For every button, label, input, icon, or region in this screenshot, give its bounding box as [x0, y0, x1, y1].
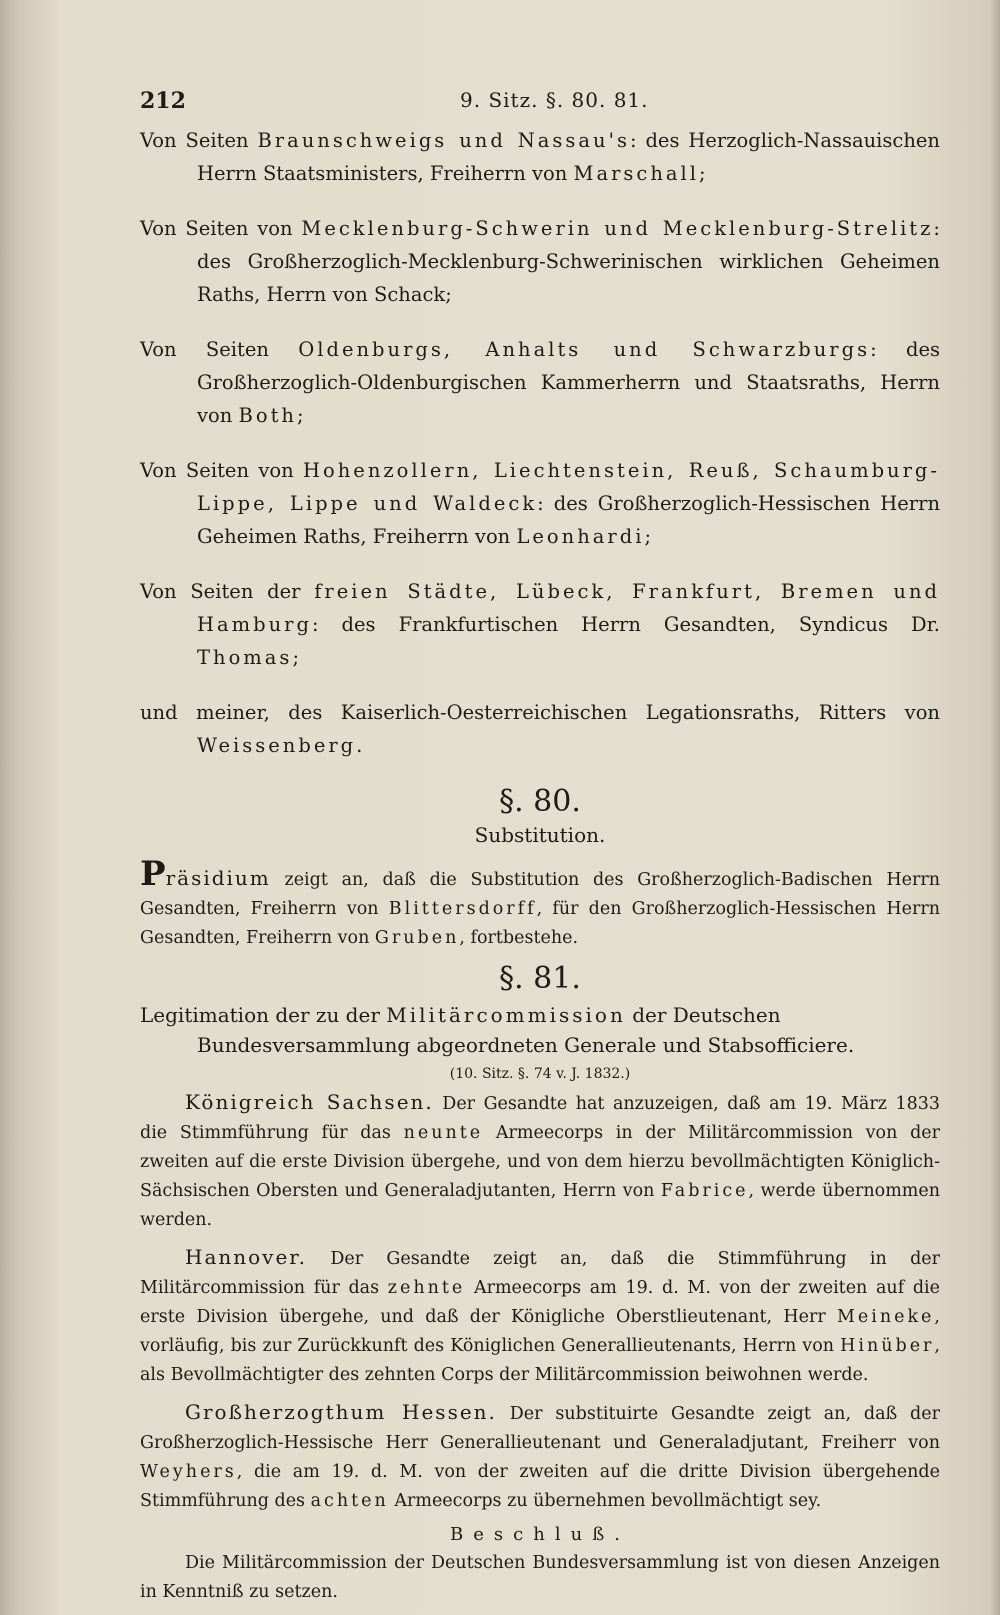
- delegate-entry: [140, 454, 940, 553]
- delegate-entry: [140, 575, 940, 674]
- entry-end: ;: [699, 162, 706, 185]
- entry-states: Mecklenburg-Schwerin und Mecklenburg-Strelitz: [301, 217, 934, 240]
- paragraph-text: , fortbestehe.: [459, 928, 579, 948]
- entry-states: freien Städte, Lübeck, Frankfurt, Bremen und Hamburg: [197, 580, 940, 636]
- entry-name: Both: [238, 404, 297, 427]
- entry-end: ;: [445, 283, 452, 306]
- entry-states: Oldenburgs, Anhalts und Schwarzburgs: [298, 338, 871, 361]
- person-name: Meineke: [836, 1307, 935, 1327]
- state-name: Hannover.: [185, 1245, 308, 1269]
- delegate-entry: [140, 212, 940, 311]
- entry-text: : des Frankfurtischen Herrn Gesandten, Syndicus Dr.: [311, 613, 940, 636]
- running-head: [140, 88, 940, 124]
- section-80: [140, 784, 940, 953]
- paragraph-text: Armeecorps in der Militärcommission von der zweiten auf die erste Division übergehe, und von dem hierzu bevollmächtigten Königlich-Sächsischen Obersten und Generaladjutanten, Herrn von: [140, 1123, 940, 1201]
- paragraph-text: , die am 19. d. M. von der zweiten auf die dritte Division übergehende Stimmführung des: [140, 1462, 940, 1511]
- person-name: Blittersdorff: [388, 899, 537, 919]
- entry-text: : des Großherzoglich-Oldenburgischen Kammerherrn und Staatsraths, Herrn von: [197, 338, 940, 427]
- paragraph-lead: räsidium: [165, 866, 271, 890]
- state-paragraph-hanover: [140, 1243, 940, 1390]
- entry-text: : des Großherzoglich-Hessischen Herrn Geheimen Raths, Freiherrn von: [197, 492, 941, 548]
- section-paragraph: [140, 854, 941, 953]
- entry-lead: Von Seiten von: [140, 217, 302, 240]
- entry-name: Thomas: [197, 646, 293, 669]
- person-name: Gruben: [374, 928, 460, 948]
- section-number: §. 81.: [499, 961, 581, 996]
- state-paragraph-hesse: [140, 1398, 940, 1516]
- resolution-text: Die Militärcommission der Deutschen Bundesversammlung ist von diesen Anzeigen in Kenntniß zu setzen.: [140, 1553, 940, 1602]
- person-name: Weyhers: [140, 1462, 237, 1482]
- entry-lead: Von Seiten: [140, 338, 299, 361]
- section-title: [140, 1000, 940, 1060]
- paragraph-text: Armeecorps am 19. d. M. von der zweiten auf die erste Division übergehe, und daß der Königliche Oberstlieutenant, Herr: [140, 1278, 940, 1327]
- emphasis: achten: [310, 1491, 389, 1511]
- paragraph-text: , für den Großherzoglich-Hessischen Herrn Gesandten, Freiherrn von: [140, 899, 941, 948]
- cross-reference: (10. Sitz. §. 74 v. J. 1832.): [449, 1066, 631, 1082]
- entry-lead: Von Seiten der: [140, 580, 315, 603]
- entry-end: ;: [292, 646, 300, 669]
- state-paragraph-saxony: [140, 1088, 940, 1235]
- state-name: Großherzogthum Hessen.: [185, 1400, 497, 1424]
- paragraph-text: Der substituirte Gesandte zeigt an, daß der Großherzoglich-Hessische Herr Generallieutenant und Generaladjutant, Freiherr von: [140, 1404, 940, 1453]
- section-title: Substitution.: [474, 823, 606, 847]
- entry-lead: Von Seiten von: [140, 459, 303, 482]
- entry-end: ;: [644, 525, 652, 548]
- entry-text: : des Herzoglich-Nassauischen Herrn Staatsministers, Freiherrn von: [197, 129, 940, 185]
- person-name: Fabrice: [660, 1181, 749, 1201]
- emphasis: neunte: [403, 1123, 484, 1143]
- emphasis: zehnte: [387, 1278, 466, 1298]
- entry-end: ;: [296, 404, 304, 427]
- state-name: Königreich Sachsen.: [185, 1090, 434, 1114]
- paragraph-text: zeigt an, daß die Substitution des Großherzoglich-Badischen Herrn Gesandten, Freiherrn von: [140, 870, 940, 919]
- entry-states: Hohenzollern, Liechtenstein, Reuß, Schaumburg-Lippe, Lippe und Waldeck: [197, 459, 940, 515]
- title-emphasis: Militärcommission: [386, 1003, 626, 1027]
- delegate-entry: [140, 124, 940, 190]
- delegate-entry: [140, 696, 940, 762]
- section-81: [140, 961, 940, 1607]
- delegate-list: [140, 124, 940, 762]
- paragraph-text: , vorläufig, bis zur Zurückkunft des Königlichen Generallieutenants, Herrn von: [140, 1307, 940, 1356]
- drop-cap: P: [140, 854, 166, 894]
- entry-lead: Von Seiten: [140, 129, 258, 152]
- entry-name: Marschall: [573, 162, 700, 185]
- entry-states: Braunschweigs und Nassau's: [257, 129, 630, 152]
- section-number: §. 80.: [499, 784, 581, 819]
- running-title: 9. Sitz. §. 80. 81.: [460, 88, 649, 112]
- paragraph-text: , als Bevollmächtigter des zehnten Corps der Militärcommission beiwohnen werde.: [140, 1336, 940, 1385]
- resolution-heading: Beschluß.: [450, 1524, 630, 1545]
- delegate-entry: [140, 333, 940, 432]
- page-content: [140, 88, 940, 1615]
- person-name: Hinüber: [840, 1336, 935, 1356]
- paragraph-text: Der Gesandte hat anzuzeigen, daß am 19. März 1833 die Stimmführung für das: [140, 1094, 940, 1143]
- entry-text: : des Großherzoglich-Mecklenburg-Schwerinischen wirklichen Geheimen Raths, Herrn von Schack: [197, 217, 940, 306]
- entry-name: Leonhardi: [516, 525, 645, 548]
- title-text: der Deutschen Bundesversammlung abgeordneten Generale und Stabsofficiere.: [197, 1003, 855, 1057]
- paragraph-text: , werde übernommen werden.: [140, 1181, 941, 1230]
- paragraph-text: Armeecorps zu übernehmen bevollmächtigt sey.: [388, 1491, 822, 1511]
- page-number: 212: [140, 88, 186, 114]
- entry-end: .: [356, 734, 363, 757]
- title-text: Legitimation der zu der: [140, 1003, 387, 1027]
- paragraph-text: Der Gesandte zeigt an, daß die Stimmführung in der Militärcommission für das: [140, 1249, 940, 1298]
- entry-lead: und meiner, des Kaiserlich-Oesterreichischen Legationsraths, Ritters von: [140, 701, 940, 724]
- entry-name: Weissenberg: [197, 734, 357, 757]
